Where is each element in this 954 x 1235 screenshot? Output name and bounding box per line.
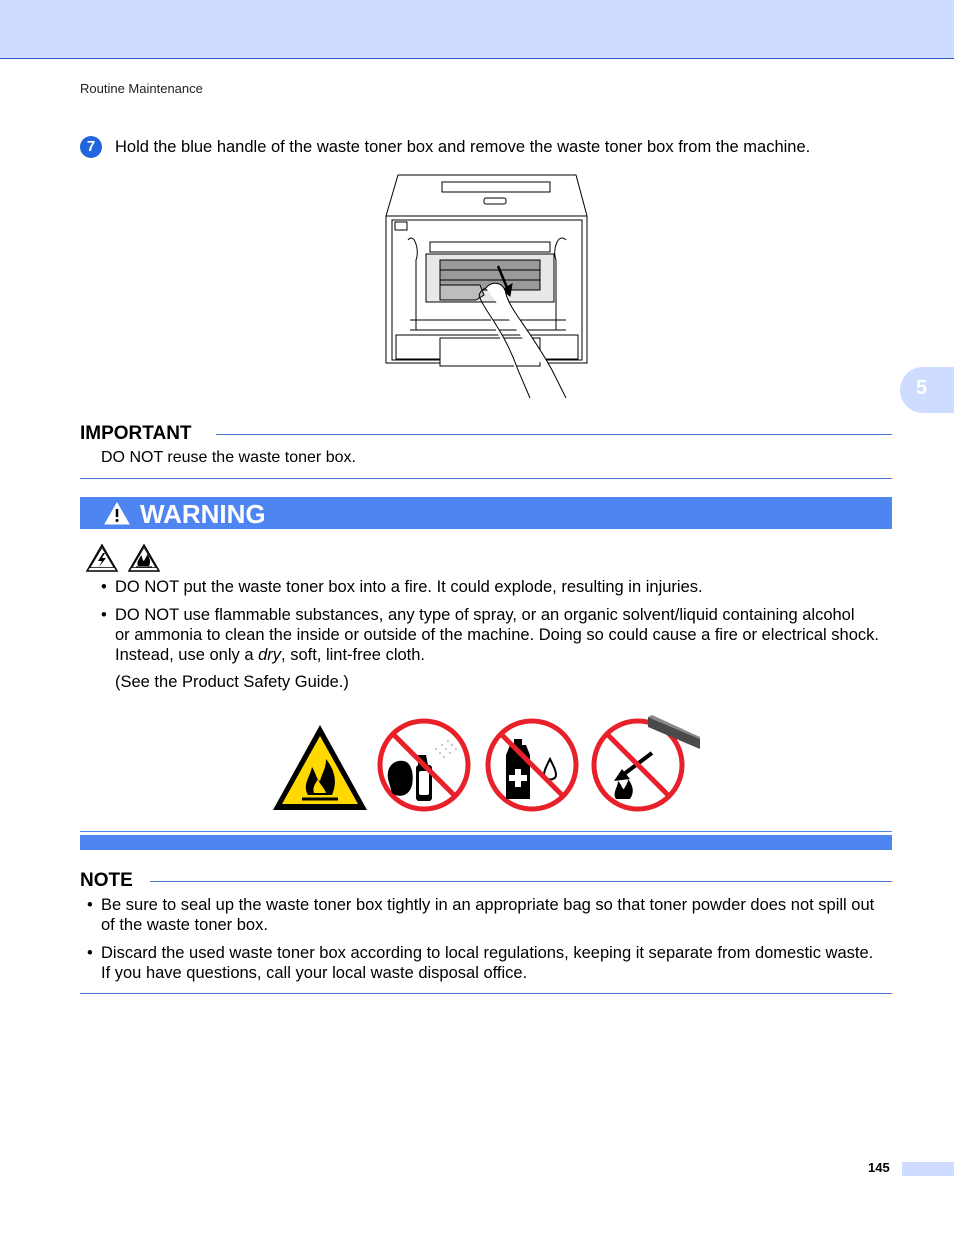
chapter-number: 5 (916, 377, 928, 399)
no-spray-icon (380, 721, 468, 809)
warning-bullet-flammable: • DO NOT use flammable substances, any type of spray, or an organic solvent/liquid containing alcohol or ammonia to clean the inside or outside of the machine. Doing so could cause a fire or electrical shock. Instead, use only a dry, soft, lint-free cloth. (101, 606, 879, 664)
warning-triangle-icon (104, 502, 130, 525)
bullet-line: If you have questions, call your local waste disposal office. (101, 964, 528, 982)
warning-end-bar (80, 835, 892, 850)
chapter-tab (900, 367, 954, 413)
safety-symbols (272, 715, 702, 815)
bullet-line: DO NOT put the waste toner box into a fire. It could explode, resulting in injuries. (115, 578, 703, 596)
warning-bullet-fire: • DO NOT put the waste toner box into a fire. It could explode, resulting in injuries. (101, 578, 703, 596)
warning-title: WARNING (140, 499, 266, 529)
bullet-line: Be sure to seal up the waste toner box tightly in an appropriate bag so that toner powder does not spill out (101, 896, 875, 914)
printer-illustration-icon (380, 170, 592, 400)
step-text: Hold the blue handle of the waste toner box and remove the waste toner box from the machine. (115, 138, 811, 156)
important-body: DO NOT reuse the waste toner box. (101, 449, 356, 466)
bullet-line: or ammonia to clean the inside or outside of the machine. Doing so could cause a fire or electrical shock. (115, 626, 879, 644)
important-title: IMPORTANT (80, 423, 192, 444)
emphasis-dry: dry (258, 646, 282, 664)
see-safety-guide: (See the Product Safety Guide.) (115, 673, 349, 691)
hazard-icons (86, 544, 162, 572)
important-title-rule (216, 434, 892, 435)
top-header-band (0, 0, 954, 59)
note-bullet-discard: • Discard the used waste toner box according to local regulations, keeping it separate from domestic waste. If you have questions, call your local waste disposal office. (87, 944, 874, 982)
page-number-tab (902, 1162, 954, 1176)
page-number: 145 (868, 1160, 890, 1175)
running-header: Routine Maintenance (80, 81, 203, 96)
bullet-line: DO NOT use flammable substances, any type of spray, or an organic solvent/liquid containing alcohol (115, 606, 855, 624)
fire-hazard-icon (129, 545, 159, 571)
no-fire-disposal-icon (594, 715, 700, 809)
bullet-line: Discard the used waste toner box according to local regulations, keeping it separate from domestic waste. (101, 944, 874, 962)
important-bottom-rule (80, 478, 892, 479)
step-number-badge: 7 (80, 136, 102, 158)
note-bullet-seal: • Be sure to seal up the waste toner box tightly in an appropriate bag so that toner powder does not spill out of the waste toner box. (87, 896, 875, 934)
electrical-hazard-icon (87, 545, 117, 571)
note-title-rule (150, 881, 892, 882)
flammable-warning-icon (273, 725, 367, 810)
bullet-line: Instead, use only a dry, soft, lint-free cloth. (115, 646, 426, 664)
note-title: NOTE (80, 870, 133, 891)
warning-banner (80, 497, 892, 529)
note-bottom-rule (80, 993, 892, 994)
bullet-line: of the waste toner box. (101, 916, 268, 934)
no-alcohol-icon (488, 721, 576, 809)
warning-end-rule (80, 831, 892, 832)
